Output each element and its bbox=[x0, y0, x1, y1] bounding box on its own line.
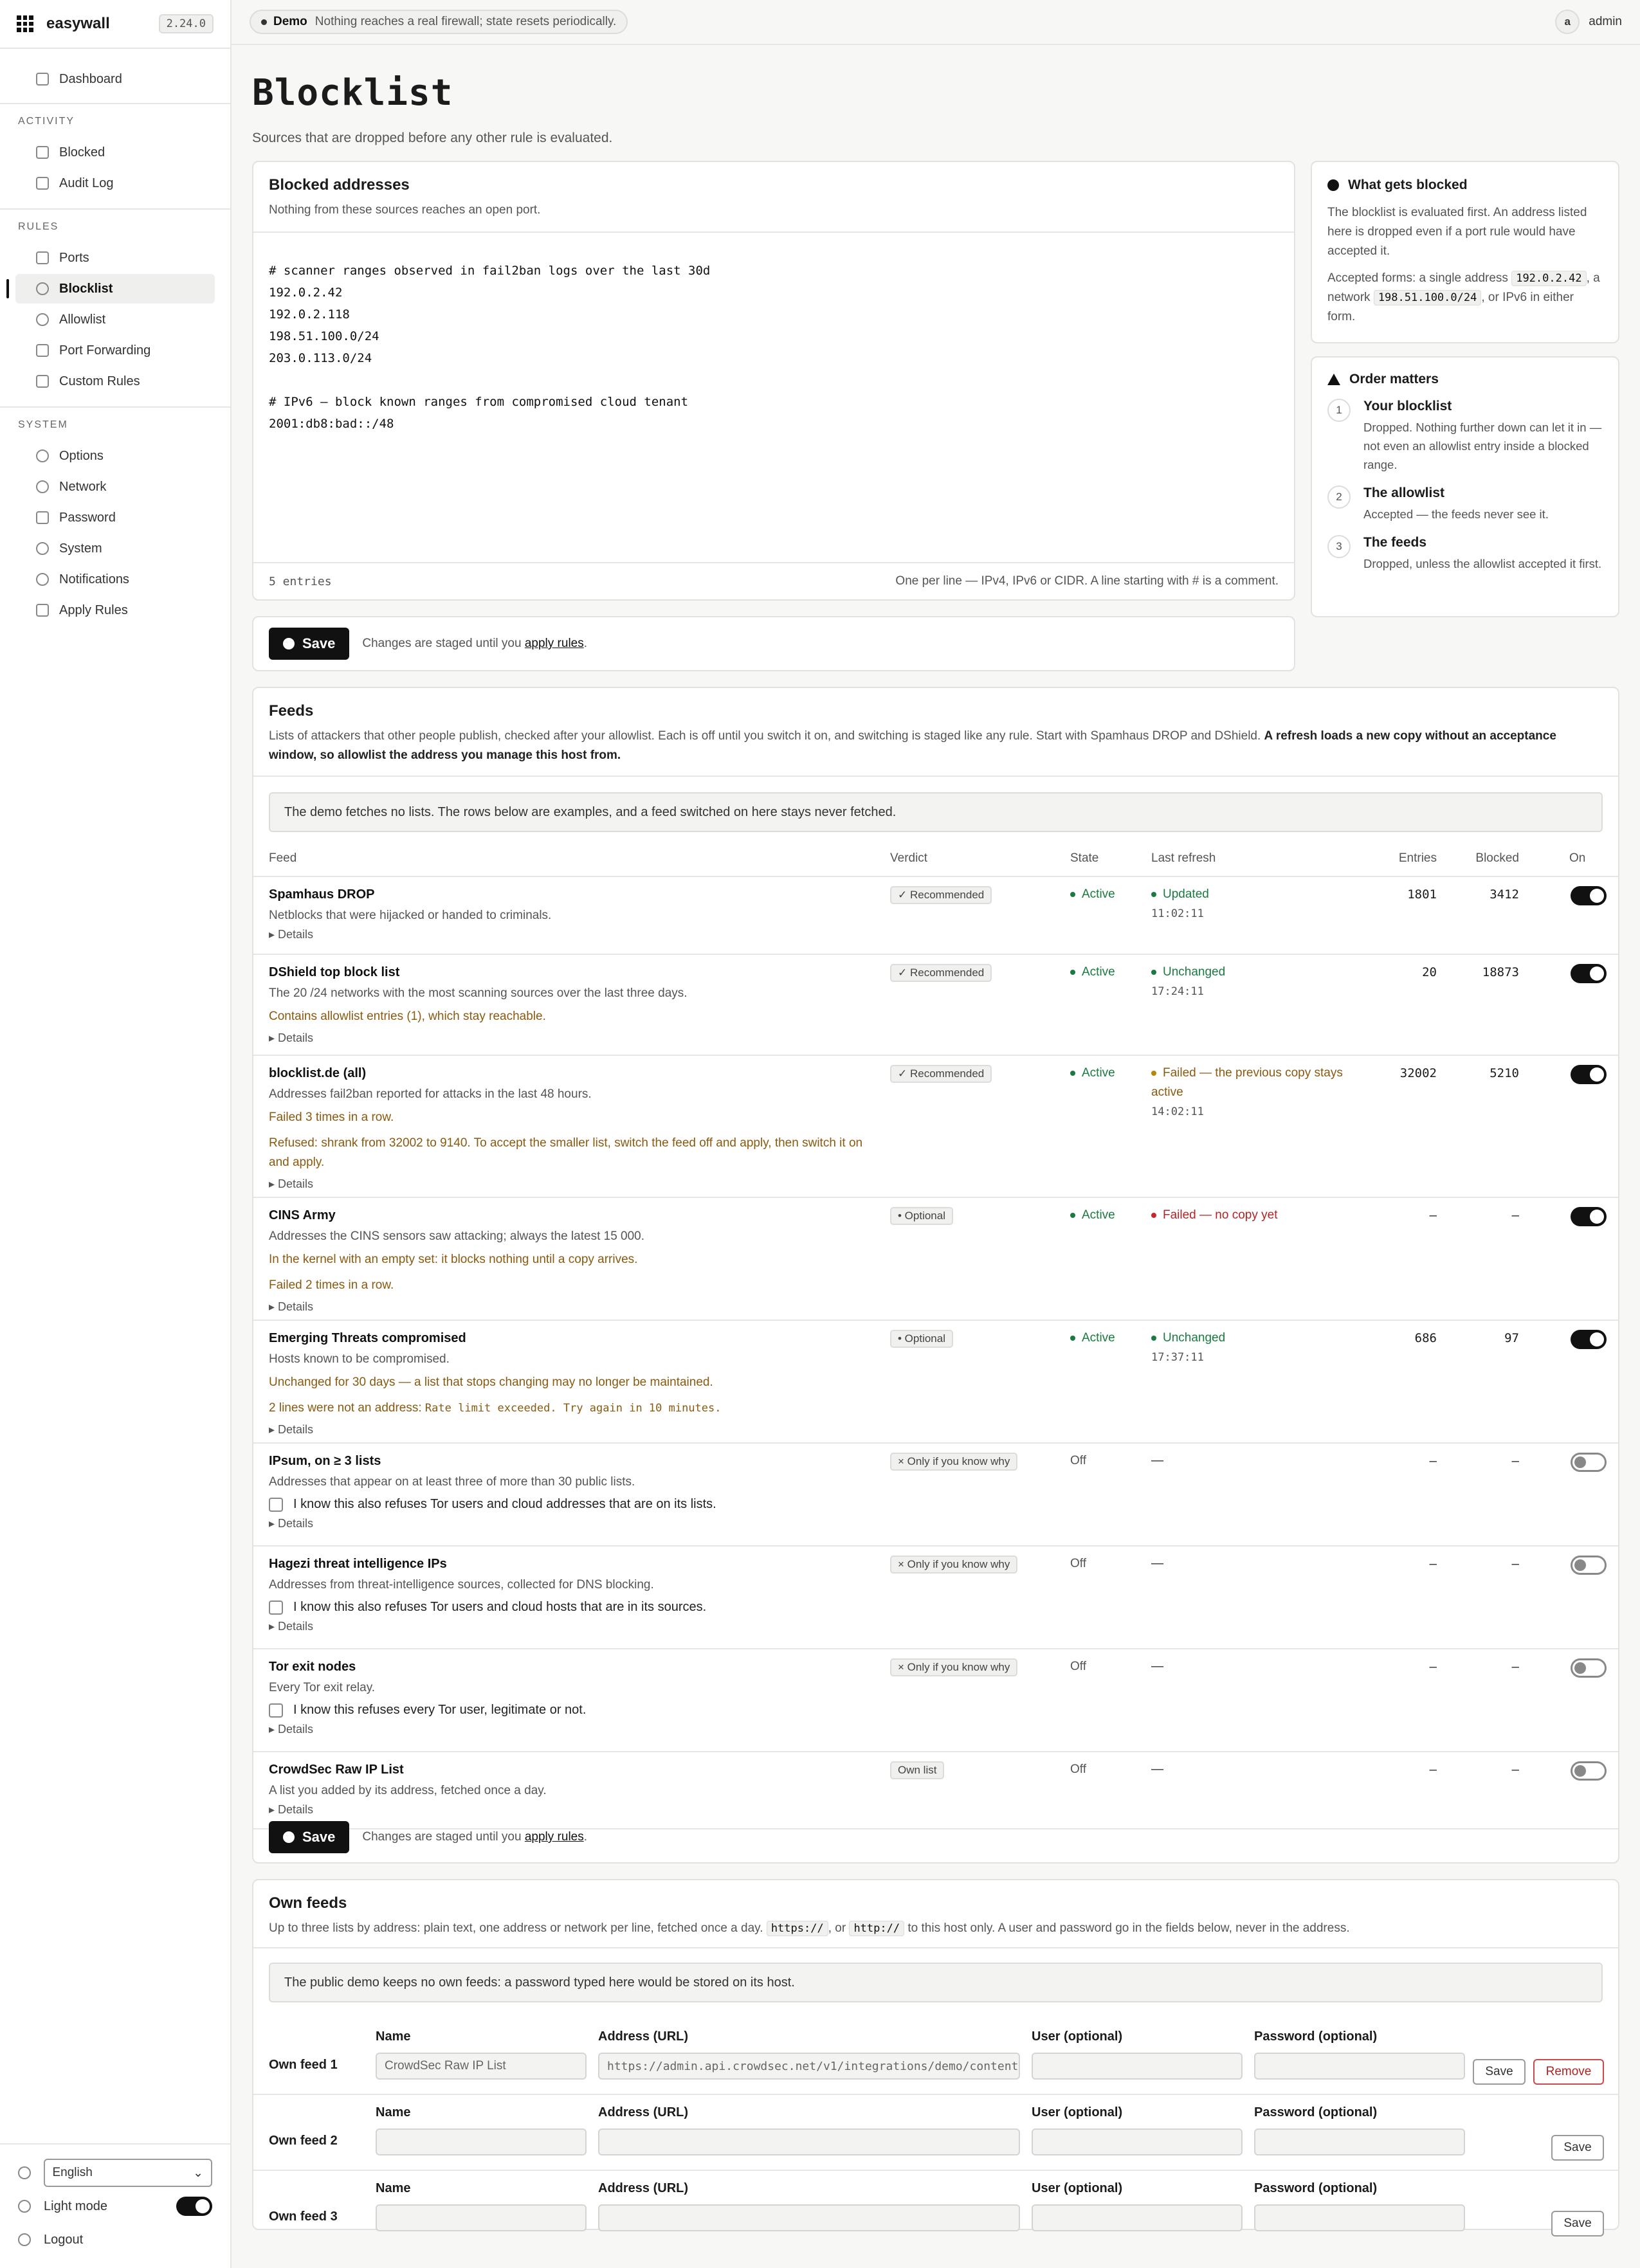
details-toggle[interactable]: ▸ Details bbox=[269, 1517, 314, 1530]
refresh-status: — bbox=[1151, 1660, 1163, 1673]
card-subtitle: Nothing from these sources reaches an open port. bbox=[269, 203, 541, 217]
version-badge: 2.24.0 bbox=[159, 14, 214, 33]
feed-description: A list you added by its address, fetched once a day. bbox=[269, 1784, 547, 1797]
entries-cell: 32002 bbox=[1399, 1066, 1437, 1080]
feeds-save-bar bbox=[269, 1821, 587, 1853]
apply-rules-link[interactable]: apply rules bbox=[524, 637, 584, 650]
feed-info bbox=[269, 1208, 867, 1314]
entries-cell: – bbox=[1429, 1208, 1437, 1222]
refresh-cell bbox=[1151, 1451, 1357, 1471]
light-mode-toggle[interactable] bbox=[176, 2197, 212, 2216]
status-dot-icon bbox=[261, 19, 267, 25]
nav-group-rules: RULES Ports Blocklist Allowlist Port Forwarding Custom Rules bbox=[0, 210, 230, 408]
refresh-status: Failed — no copy yet bbox=[1151, 1208, 1277, 1222]
inbox-icon bbox=[36, 146, 49, 159]
avatar: a bbox=[1555, 10, 1580, 34]
verdict-cell bbox=[890, 1065, 992, 1083]
refresh-cell bbox=[1151, 1064, 1357, 1121]
format-hint: One per line — IPv4, IPv6 or CIDR. A line starting with # is a comment. bbox=[895, 574, 1279, 588]
refresh-time: 14:02:11 bbox=[1151, 1105, 1204, 1118]
url-input[interactable] bbox=[598, 2204, 1020, 2231]
feed-row bbox=[253, 1547, 1618, 1649]
feed-info bbox=[269, 887, 867, 941]
accepted-forms-text: Accepted forms: a single address 192.0.2.42 , a network 198.51.100.0/24 , or IPv6 in either form. bbox=[1327, 271, 1600, 323]
refresh-status: — bbox=[1151, 1763, 1163, 1776]
state-cell: Active bbox=[1070, 1208, 1115, 1222]
logout-button[interactable]: Logout bbox=[0, 2223, 230, 2256]
feed-row bbox=[253, 1198, 1618, 1321]
blocked-addresses-card bbox=[252, 161, 1295, 601]
feed-row bbox=[253, 1321, 1618, 1444]
demo-banner: Demo Nothing reaches a real firewall; state resets periodically. bbox=[250, 10, 628, 34]
feeds-save-button[interactable]: Save bbox=[269, 1821, 349, 1853]
warning-text: 2 lines were not an address: bbox=[269, 1401, 425, 1415]
refresh-cell bbox=[1151, 1554, 1357, 1574]
status-dot-icon bbox=[1151, 892, 1156, 897]
checkbox-icon bbox=[269, 1703, 283, 1718]
sidebar-item-system[interactable]: System bbox=[15, 534, 215, 563]
entries-cell: – bbox=[1429, 1557, 1437, 1571]
checkbox-label: I know this also refuses Tor users and cloud addresses that are on its lists. bbox=[293, 1497, 716, 1511]
gear-icon bbox=[36, 449, 49, 462]
url-input[interactable]: https://admin.api.crowdsec.net/v1/integrations/demo/content bbox=[598, 2053, 1020, 2080]
own-feed-field bbox=[376, 2105, 587, 2155]
feed-warning: Unchanged for 30 days — a list that stops changing may no longer be maintained. bbox=[269, 1375, 713, 1389]
own-feed-field bbox=[598, 2105, 1020, 2155]
sidebar-item-allowlist[interactable]: Allowlist bbox=[15, 305, 215, 334]
details-toggle[interactable]: ▸ Details bbox=[269, 1620, 314, 1633]
card-title: Blocked addresses bbox=[269, 176, 410, 194]
feed-name: Hagezi threat intelligence IPs bbox=[269, 1557, 447, 1571]
language-select[interactable]: English ⌄ bbox=[44, 2159, 213, 2187]
own-feed-row bbox=[253, 2096, 1618, 2171]
state-cell: Active bbox=[1070, 965, 1115, 979]
acknowledge-checkbox[interactable] bbox=[269, 1600, 867, 1615]
feed-info bbox=[269, 1454, 867, 1530]
brand bbox=[0, 0, 230, 49]
verdict-badge: × Only if you know why bbox=[890, 1453, 1017, 1471]
field-label: User (optional) bbox=[1032, 2181, 1123, 2195]
refresh-status: Failed — the previous copy stays active bbox=[1151, 1066, 1343, 1099]
refresh-cell bbox=[1151, 1206, 1357, 1225]
own-feed-label: Own feed 1 bbox=[269, 2058, 338, 2072]
state-cell: Off bbox=[1070, 1557, 1086, 1570]
verdict-badge: × Only if you know why bbox=[890, 1658, 1017, 1676]
what-gets-blocked-card: What gets blocked The blocklist is evaluated first. An address listed here is dropped even if a port rule would have accepted it. Accepted forms: a single address 192.0.2.42 , a network 198.51.100.0/24 , or IPv6 in either form. bbox=[1311, 161, 1619, 343]
details-toggle[interactable]: ▸ Details bbox=[269, 1803, 314, 1816]
feed-toggle[interactable] bbox=[1571, 1065, 1607, 1084]
page-subtitle: Sources that are dropped before any other rule is evaluated. bbox=[252, 131, 613, 145]
sidebar-item-apply-rules[interactable]: Apply Rules bbox=[15, 595, 215, 625]
cog-icon bbox=[36, 542, 49, 555]
acknowledge-checkbox[interactable] bbox=[269, 1497, 867, 1512]
sidebar-item-blocklist[interactable]: Blocklist bbox=[15, 274, 215, 304]
blocked-cell: – bbox=[1511, 1557, 1519, 1571]
own-feed-field bbox=[1254, 2181, 1465, 2231]
feed-warning: Failed 2 times in a row. bbox=[269, 1278, 394, 1292]
verdict-badge: Own list bbox=[890, 1761, 944, 1779]
details-toggle[interactable]: ▸ Details bbox=[269, 928, 314, 941]
verdict-cell bbox=[890, 886, 992, 904]
refresh-cell bbox=[1151, 1657, 1357, 1676]
network-icon bbox=[36, 480, 49, 493]
globe-icon bbox=[18, 2166, 31, 2179]
info-icon bbox=[1327, 179, 1339, 191]
sidebar-footer bbox=[0, 2143, 230, 2268]
apply-rules-link[interactable]: apply rules bbox=[524, 1830, 584, 1844]
feed-warning: Contains allowlist entries (1), which stay reachable. bbox=[269, 1010, 546, 1023]
sidebar-item-ports[interactable]: Ports bbox=[15, 243, 215, 273]
own-feed-save-button[interactable]: Save bbox=[1551, 2135, 1604, 2161]
details-toggle[interactable]: ▸ Details bbox=[269, 1723, 314, 1736]
blocked-cell: 5210 bbox=[1490, 1066, 1519, 1080]
feed-toggle[interactable] bbox=[1571, 1761, 1607, 1781]
feed-description: The 20 /24 networks with the most scanning sources over the last three days. bbox=[269, 986, 688, 1000]
refresh-cell bbox=[1151, 963, 1357, 1001]
user-input[interactable] bbox=[1032, 2204, 1243, 2231]
logout-icon bbox=[18, 2233, 31, 2246]
nav-group-system: SYSTEM Options Network Password System Notifications Apply Rules bbox=[0, 408, 230, 635]
sidebar-item-custom-rules[interactable]: Custom Rules bbox=[15, 367, 215, 396]
order-step: 1 Your blocklist Dropped. Nothing further down can let it in — not even an allowlist entry inside a blocked range. bbox=[1327, 399, 1603, 474]
refresh-cell bbox=[1151, 1760, 1357, 1779]
feed-description: Hosts known to be compromised. bbox=[269, 1352, 450, 1366]
sidebar-item-network[interactable]: Network bbox=[15, 472, 215, 502]
staged-note: Changes are staged until you apply rules. bbox=[362, 1830, 588, 1844]
feed-name: blocklist.de (all) bbox=[269, 1066, 367, 1080]
own-feed-field bbox=[1032, 2105, 1243, 2155]
feed-toggle[interactable] bbox=[1571, 1453, 1607, 1472]
state-cell: Off bbox=[1070, 1454, 1086, 1467]
own-feed-field bbox=[1254, 2029, 1465, 2080]
field-label: Password (optional) bbox=[1254, 2181, 1378, 2195]
user-input[interactable] bbox=[1032, 2053, 1243, 2080]
refresh-time: 11:02:11 bbox=[1151, 907, 1204, 920]
checkbox-label: I know this also refuses Tor users and cloud hosts that are in its sources. bbox=[293, 1600, 707, 1614]
entries-cell: 20 bbox=[1422, 965, 1437, 979]
feed-name: IPsum, on ≥ 3 lists bbox=[269, 1454, 381, 1468]
own-feed-save-button[interactable]: Save bbox=[1473, 2059, 1526, 2085]
own-feed-remove-button[interactable]: Remove bbox=[1533, 2059, 1604, 2085]
feed-row bbox=[253, 955, 1618, 1056]
feed-row bbox=[253, 877, 1618, 955]
sidebar-item-port-forwarding[interactable]: Port Forwarding bbox=[15, 336, 215, 365]
entry-count: 5 entries bbox=[269, 574, 332, 588]
name-input[interactable] bbox=[376, 2204, 587, 2231]
sidebar-item-options[interactable]: Options bbox=[15, 441, 215, 471]
password-input[interactable] bbox=[1254, 2204, 1465, 2231]
feed-toggle[interactable] bbox=[1571, 964, 1607, 983]
feeds-table-header: Feed Verdict State Last refresh Entries Blocked On bbox=[253, 841, 1618, 877]
feed-warning: Refused: shrank from 32002 to 9140. To accept the smaller list, switch the feed off and apply, then switch it on and apply. bbox=[269, 1136, 863, 1169]
feed-name: DShield top block list bbox=[269, 965, 400, 979]
feed-name: CINS Army bbox=[269, 1208, 336, 1222]
own-feeds-card bbox=[252, 1879, 1619, 2230]
feed-toggle[interactable] bbox=[1571, 1330, 1607, 1349]
state-cell: Active bbox=[1070, 887, 1115, 902]
easywall-logo-icon bbox=[17, 15, 33, 32]
feed-description: Addresses that appear on at least three of more than 30 public lists. bbox=[269, 1475, 635, 1489]
app-name: easywall bbox=[46, 15, 110, 32]
nav-group-activity: ACTIVITY Blocked Audit Log bbox=[0, 104, 230, 210]
card-title: Feeds bbox=[269, 702, 314, 720]
entries-cell: – bbox=[1429, 1454, 1437, 1468]
document-icon bbox=[36, 177, 49, 190]
refresh-status: Unchanged bbox=[1151, 1331, 1225, 1345]
sidebar-item-blocked[interactable]: Blocked bbox=[15, 138, 215, 167]
bell-icon bbox=[36, 573, 49, 586]
details-toggle[interactable]: ▸ Details bbox=[269, 1031, 314, 1044]
refresh-cell bbox=[1151, 1329, 1357, 1367]
user-input[interactable] bbox=[1032, 2128, 1243, 2155]
entries-cell: 686 bbox=[1414, 1331, 1437, 1345]
page-title: Blocklist bbox=[252, 72, 453, 114]
sidebar-item-dashboard[interactable]: Dashboard bbox=[15, 64, 215, 94]
field-label: Password (optional) bbox=[1254, 2029, 1378, 2044]
warning-icon bbox=[1327, 374, 1340, 385]
verdict-badge: ✓ Recommended bbox=[890, 1065, 992, 1083]
verdict-badge: × Only if you know why bbox=[890, 1556, 1017, 1574]
order-matters-card: Order matters 1 Your blocklist Dropped. Nothing further down can let it in — not even an allowlist entry inside a blocked range. 2 The allowlist Accepted — the feeds never see it. 3 The feeds Dropped, unless the allowlist accepted it first. bbox=[1311, 356, 1619, 617]
code-icon bbox=[36, 375, 49, 388]
blocked-cell: – bbox=[1511, 1660, 1519, 1674]
feed-description: Addresses from threat-intelligence sources, collected for DNS blocking. bbox=[269, 1578, 654, 1592]
order-step: 3 The feeds Dropped, unless the allowlist accepted it first. bbox=[1327, 535, 1603, 573]
check-icon bbox=[283, 1831, 295, 1843]
details-toggle[interactable]: ▸ Details bbox=[269, 1300, 314, 1313]
blocked-cell: 18873 bbox=[1482, 965, 1519, 979]
feed-toggle[interactable] bbox=[1571, 1658, 1607, 1678]
checkbox-icon bbox=[269, 1498, 283, 1512]
entries-cell: – bbox=[1429, 1660, 1437, 1674]
plug-icon bbox=[36, 251, 49, 264]
status-dot-icon bbox=[1151, 1213, 1156, 1218]
feed-info bbox=[269, 1557, 867, 1633]
demo-notice: The demo fetches no lists. The rows below are examples, and a feed switched on here stays never fetched. bbox=[269, 792, 1603, 832]
feed-name: CrowdSec Raw IP List bbox=[269, 1763, 404, 1777]
checkbox-label: I know this refuses every Tor user, legitimate or not. bbox=[293, 1703, 587, 1717]
user-menu[interactable]: a admin bbox=[1555, 10, 1622, 34]
own-feed-row bbox=[253, 2020, 1618, 2095]
play-icon bbox=[36, 604, 49, 617]
key-icon bbox=[36, 511, 49, 524]
details-toggle[interactable]: ▸ Details bbox=[269, 1423, 314, 1436]
field-label: Password (optional) bbox=[1254, 2105, 1378, 2119]
own-feed-field bbox=[1032, 2181, 1243, 2231]
feed-info bbox=[269, 1066, 867, 1191]
state-cell: Active bbox=[1070, 1331, 1115, 1345]
sidebar-item-password[interactable]: Password bbox=[15, 503, 215, 532]
feed-info bbox=[269, 965, 867, 1045]
own-feed-row bbox=[253, 2172, 1618, 2247]
blocked-cell: 97 bbox=[1504, 1331, 1519, 1345]
ban-icon bbox=[36, 282, 49, 295]
field-label: User (optional) bbox=[1032, 2105, 1123, 2119]
save-button[interactable]: Save bbox=[269, 628, 349, 660]
feed-name: Spamhaus DROP bbox=[269, 887, 375, 902]
own-feed-field bbox=[598, 2181, 1020, 2231]
feed-description: Every Tor exit relay. bbox=[269, 1681, 376, 1694]
checkbox-icon bbox=[269, 1601, 283, 1615]
blocked-cell: – bbox=[1511, 1763, 1519, 1777]
own-feed-field bbox=[376, 2029, 587, 2080]
refresh-status: — bbox=[1151, 1454, 1163, 1467]
verdict-cell bbox=[890, 1330, 953, 1348]
info-text: The blocklist is evaluated first. An address listed here is dropped even if a port rule would have accepted it. bbox=[1327, 206, 1587, 258]
field-label: Address (URL) bbox=[598, 2029, 689, 2044]
check-circle-icon bbox=[36, 313, 49, 326]
field-label: Name bbox=[376, 2181, 411, 2195]
password-input[interactable] bbox=[1254, 2128, 1465, 2155]
status-dot-icon bbox=[1151, 1336, 1156, 1341]
refresh-time: 17:37:11 bbox=[1151, 1351, 1204, 1364]
feed-row bbox=[253, 1056, 1618, 1198]
status-dot-icon bbox=[1151, 970, 1156, 975]
state-cell: Off bbox=[1070, 1660, 1086, 1673]
chevron-down-icon: ⌄ bbox=[193, 2166, 203, 2180]
own-feed-field bbox=[598, 2029, 1020, 2080]
feed-row bbox=[253, 1649, 1618, 1752]
order-step: 2 The allowlist Accepted — the feeds never see it. bbox=[1327, 485, 1603, 523]
verdict-cell bbox=[890, 964, 992, 982]
own-feed-field bbox=[1032, 2029, 1243, 2080]
state-cell: Off bbox=[1070, 1763, 1086, 1776]
feeds-description: Lists of attackers that other people publish, checked after your allowlist. Each is off until you switch it on, and switching is staged like any rule. Start with Spamhaus DROP and DShield. A refresh loads a new copy without an acceptance window, so allowlist the address you manage this host from. bbox=[269, 729, 1556, 762]
save-bar bbox=[252, 616, 1295, 671]
entries-cell: 1801 bbox=[1407, 887, 1437, 902]
details-toggle[interactable]: ▸ Details bbox=[269, 1177, 314, 1190]
sidebar bbox=[0, 0, 232, 2268]
own-feed-field bbox=[376, 2181, 587, 2231]
refresh-status: Unchanged bbox=[1151, 965, 1225, 979]
refresh-cell bbox=[1151, 885, 1357, 923]
feed-name: Emerging Threats compromised bbox=[269, 1331, 466, 1345]
name-input[interactable]: CrowdSec Raw IP List bbox=[376, 2053, 587, 2080]
blocked-cell: – bbox=[1511, 1454, 1519, 1468]
verdict-cell bbox=[890, 1556, 1017, 1574]
blocked-cell: – bbox=[1511, 1208, 1519, 1222]
feed-description: Addresses the CINS sensors saw attacking; always the latest 15 000. bbox=[269, 1229, 645, 1243]
blocked-cell: 3412 bbox=[1490, 887, 1519, 902]
verdict-cell bbox=[890, 1761, 944, 1779]
feed-info bbox=[269, 1660, 867, 1736]
verdict-badge: ✓ Recommended bbox=[890, 964, 992, 982]
check-icon bbox=[283, 638, 295, 649]
feed-info bbox=[269, 1331, 867, 1437]
field-label: Name bbox=[376, 2105, 411, 2119]
acknowledge-checkbox[interactable] bbox=[269, 1703, 867, 1718]
blocklist-textarea[interactable]: # scanner ranges observed in fail2ban logs over the last 30d 192.0.2.42 192.0.2.118 198.51.100.0/24 203.0.113.0/24 # IPv6 — block known ranges from compromised cloud tenant 2001:db8:bad::/48 bbox=[269, 264, 711, 431]
refresh-status: — bbox=[1151, 1557, 1163, 1570]
feed-toggle[interactable] bbox=[1571, 886, 1607, 905]
password-input[interactable] bbox=[1254, 2053, 1465, 2080]
grid-icon bbox=[36, 73, 49, 86]
own-feeds-notice: The public demo keeps no own feeds: a password typed here would be stored on its host. bbox=[269, 1963, 1603, 2002]
field-label: Address (URL) bbox=[598, 2181, 689, 2195]
verdict-badge: ✓ Recommended bbox=[890, 886, 992, 904]
state-cell: Active bbox=[1070, 1066, 1115, 1080]
feed-warning: In the kernel with an empty set: it blocks nothing until a copy arrives. bbox=[269, 1253, 638, 1266]
verdict-cell bbox=[890, 1658, 1017, 1676]
refresh-status: Updated bbox=[1151, 887, 1209, 901]
own-feed-field bbox=[1254, 2105, 1465, 2155]
feed-warning bbox=[269, 1399, 867, 1418]
own-feed-label: Own feed 2 bbox=[269, 2134, 338, 2148]
feed-toggle[interactable] bbox=[1571, 1207, 1607, 1226]
card-title: Own feeds bbox=[269, 1894, 347, 1912]
warning-code: Rate limit exceeded. Try again in 10 minutes. bbox=[424, 1402, 722, 1415]
verdict-badge: • Optional bbox=[890, 1207, 953, 1225]
own-feed-save-button[interactable]: Save bbox=[1551, 2211, 1604, 2236]
feeds-card bbox=[252, 687, 1619, 1864]
sidebar-item-audit-log[interactable]: Audit Log bbox=[15, 168, 215, 198]
field-label: Address (URL) bbox=[598, 2105, 689, 2119]
field-label: User (optional) bbox=[1032, 2029, 1123, 2044]
light-mode-row: Light mode bbox=[0, 2190, 230, 2223]
feed-toggle[interactable] bbox=[1571, 1556, 1607, 1575]
status-dot-icon bbox=[1151, 1071, 1156, 1076]
feed-description: Netblocks that were hijacked or handed to criminals. bbox=[269, 909, 552, 922]
name-input[interactable] bbox=[376, 2128, 587, 2155]
feed-info bbox=[269, 1763, 867, 1817]
sun-icon bbox=[18, 2200, 31, 2213]
main-content bbox=[252, 45, 1619, 2230]
feed-name: Tor exit nodes bbox=[269, 1660, 356, 1674]
own-feeds-description: Up to three lists by address: plain text, one address or network per line, fetched once a day. https:// , or http:// to this host only. A user and password go in the fields below, never in the address. bbox=[269, 1921, 1350, 1935]
field-label: Name bbox=[376, 2029, 411, 2044]
feed-row bbox=[253, 1752, 1618, 1829]
entries-cell: – bbox=[1429, 1763, 1437, 1777]
sidebar-item-notifications[interactable]: Notifications bbox=[15, 565, 215, 594]
arrows-icon bbox=[36, 344, 49, 357]
verdict-cell bbox=[890, 1453, 1017, 1471]
language-row bbox=[0, 2156, 230, 2190]
verdict-cell bbox=[890, 1207, 953, 1225]
feed-description: Addresses fail2ban reported for attacks in the last 48 hours. bbox=[269, 1087, 592, 1101]
staged-note: Changes are staged until you apply rules. bbox=[362, 637, 588, 650]
url-input[interactable] bbox=[598, 2128, 1020, 2155]
feed-row bbox=[253, 1444, 1618, 1547]
verdict-badge: • Optional bbox=[890, 1330, 953, 1348]
feed-warning: Failed 3 times in a row. bbox=[269, 1111, 394, 1124]
topbar bbox=[232, 0, 1640, 45]
refresh-time: 17:24:11 bbox=[1151, 985, 1204, 998]
own-feed-label: Own feed 3 bbox=[269, 2209, 338, 2224]
